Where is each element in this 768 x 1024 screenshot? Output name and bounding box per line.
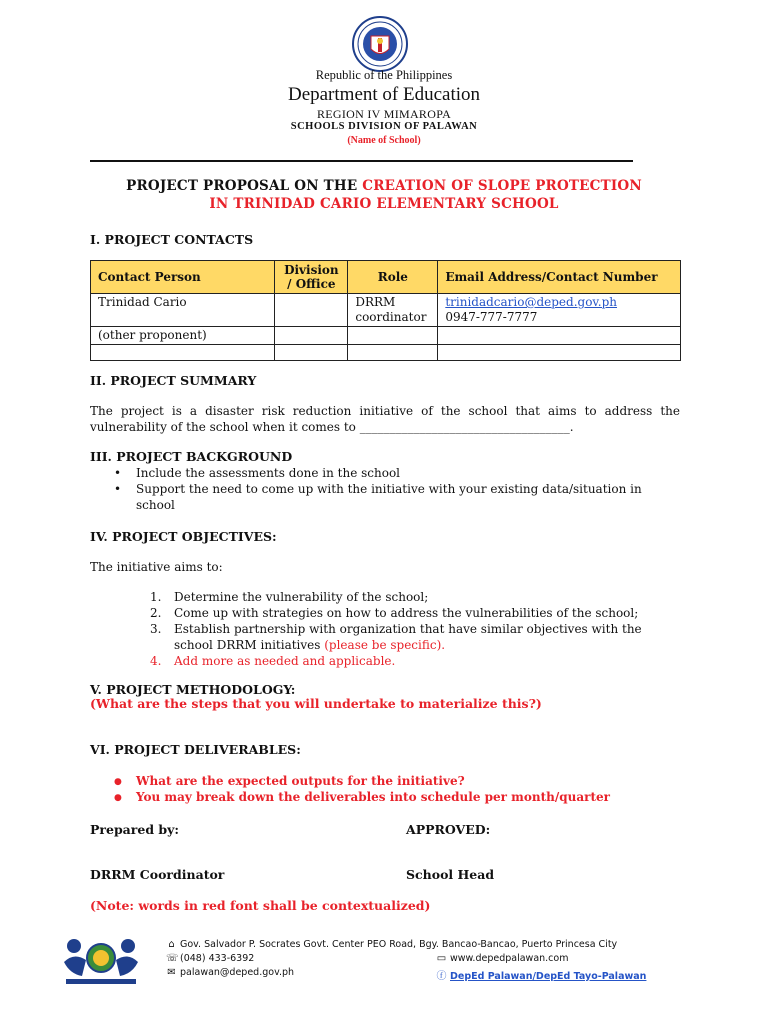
prepared-role: DRRM Coordinator bbox=[90, 867, 225, 882]
cell-division bbox=[275, 294, 348, 327]
cell-email-phone bbox=[438, 294, 681, 327]
home-icon: ⌂ bbox=[168, 939, 175, 950]
table-header-row bbox=[91, 261, 681, 294]
list-item: ● What are the expected outputs for the initiative? bbox=[112, 773, 682, 789]
division-line: SCHOOLS DIVISION OF PALAWAN bbox=[290, 121, 478, 132]
deliverables-list bbox=[112, 773, 682, 805]
section-heading-summary: II. PROJECT SUMMARY bbox=[90, 373, 257, 388]
list-item bbox=[150, 653, 680, 669]
item-number: 1. bbox=[150, 590, 162, 604]
phone-icon: ☏ bbox=[166, 953, 179, 964]
phone-number: 0947-777-7777 bbox=[445, 310, 538, 324]
header-divider bbox=[90, 160, 633, 162]
footer-email: ✉ palawan@deped.gov.ph bbox=[167, 967, 295, 978]
item-number: 4. bbox=[150, 654, 162, 668]
list-item: • Include the assessments done in the school bbox=[112, 465, 682, 481]
footer-address: ⌂ Gov. Salvador P. Socrates Govt. Center PEO Road, Bgy. Bancao-Bancao, Puerto Princesa City bbox=[166, 939, 617, 950]
title-red-part-1: CREATION OF SLOPE PROTECTION bbox=[362, 178, 642, 194]
table-row bbox=[91, 294, 681, 327]
facebook-icon: ⓕ bbox=[436, 971, 447, 982]
proposal-title-line-2: IN TRINIDAD CARIO ELEMENTARY SCHOOL bbox=[209, 196, 559, 212]
proposal-title-line-1 bbox=[0, 178, 768, 194]
cell-person: Trinidad Cario bbox=[91, 294, 275, 327]
facebook-link[interactable]: DepEd Palawan/DepEd Tayo-Palawan bbox=[450, 971, 647, 982]
list-item: • Support the need to come up with the initiative with your existing data/situation in school bbox=[112, 481, 682, 513]
cell-email-phone bbox=[438, 327, 681, 345]
section-heading-deliverables: VI. PROJECT DELIVERABLES: bbox=[90, 742, 301, 757]
contacts-table bbox=[90, 260, 681, 361]
item-text: Establish partnership with organization that have similar objectives with the school DRRM initiatives bbox=[174, 622, 642, 652]
cell-person bbox=[91, 345, 275, 361]
item-text: Determine the vulnerability of the school; bbox=[174, 590, 429, 604]
methodology-note: (What are the steps that you will undertake to materialize this?) bbox=[90, 696, 542, 711]
table-row bbox=[91, 327, 681, 345]
deped-seal-logo bbox=[345, 16, 415, 72]
cell-role bbox=[348, 327, 438, 345]
cell-role bbox=[348, 345, 438, 361]
item-number: 2. bbox=[150, 606, 162, 620]
approved-role: School Head bbox=[406, 867, 495, 882]
cell-role: DRRM coordinator bbox=[348, 294, 438, 327]
cell-email-phone bbox=[438, 345, 681, 361]
list-item bbox=[150, 605, 680, 621]
list-item bbox=[150, 589, 680, 605]
web-icon: ▭ bbox=[436, 953, 447, 964]
region-line: REGION IV MIMAROPA bbox=[316, 107, 452, 121]
item-red-text: Add more as needed and applicable. bbox=[174, 654, 396, 668]
objectives-list bbox=[150, 589, 680, 669]
background-list bbox=[112, 465, 682, 513]
approved-label: APPROVED: bbox=[406, 822, 491, 837]
footer-facebook bbox=[436, 967, 646, 982]
objectives-intro: The initiative aims to: bbox=[90, 560, 223, 574]
section-heading-objectives: IV. PROJECT OBJECTIVES: bbox=[90, 529, 277, 544]
col-header-email: Email Address/Contact Number bbox=[438, 261, 681, 294]
col-header-role: Role bbox=[348, 261, 438, 294]
item-number: 3. bbox=[150, 622, 162, 636]
mail-icon: ✉ bbox=[167, 967, 176, 978]
cell-division bbox=[275, 345, 348, 361]
school-name-placeholder: (Name of School) bbox=[347, 135, 421, 146]
col-header-contact-person: Contact Person bbox=[91, 261, 275, 294]
section-heading-contacts: I. PROJECT CONTACTS bbox=[90, 232, 254, 247]
contextualize-note: (Note: words in red font shall be contextualized) bbox=[90, 898, 431, 913]
cell-person: (other proponent) bbox=[91, 327, 275, 345]
republic-line: Republic of the Philippines bbox=[315, 68, 453, 82]
email-link[interactable]: trinidadcario@deped.gov.ph bbox=[445, 295, 618, 309]
table-row bbox=[91, 345, 681, 361]
list-item bbox=[150, 621, 680, 653]
item-red-text: (please be specific). bbox=[324, 638, 446, 652]
section-heading-methodology: V. PROJECT METHODOLOGY: bbox=[90, 682, 296, 697]
cell-division bbox=[275, 327, 348, 345]
summary-text: The project is a disaster risk reduction initiative of the school that aims to address the vulnerability of the school when it comes to ___________________________________. bbox=[90, 404, 680, 434]
deped-palawan-footer-logo bbox=[62, 932, 140, 988]
prepared-by-label: Prepared by: bbox=[90, 822, 180, 837]
footer-phone: ☏(048) 433-6392 bbox=[166, 953, 255, 964]
list-item: ● You may break down the deliverables into schedule per month/quarter bbox=[112, 789, 682, 805]
footer-website: ▭ www.depedpalawan.com bbox=[436, 953, 569, 964]
section-heading-background: III. PROJECT BACKGROUND bbox=[90, 449, 293, 464]
title-prefix: PROJECT PROPOSAL ON THE bbox=[126, 178, 363, 194]
col-header-division: Division / Office bbox=[275, 261, 348, 294]
department-name: Department of Education bbox=[287, 84, 481, 105]
item-text: Come up with strategies on how to address the vulnerabilities of the school; bbox=[174, 606, 639, 620]
